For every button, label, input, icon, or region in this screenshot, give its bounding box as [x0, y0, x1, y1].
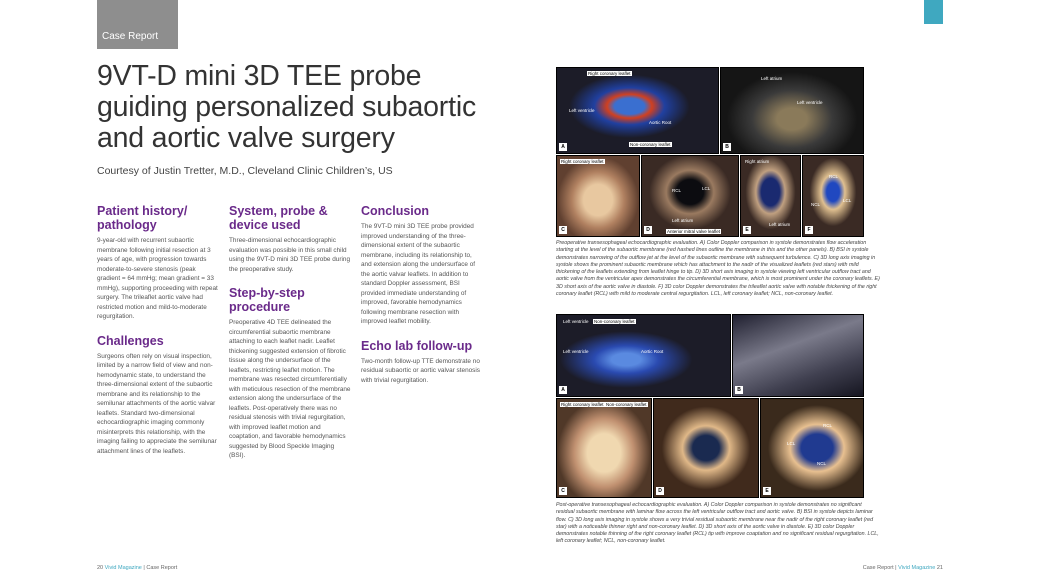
- procedure-body: Preoperative 4D TEE delineated the circumferential subaortic membrane attaching to each leaflet nadir. Leaflet thickening suggested extension of fibrotic tissue along the undersurface of the leaflets, restricting leaflet motion. The membrane was resected circumferentially with meticulous resection of the membrane extension along the undersurface of the leaflets. Post-operatively there was no residual stenosis with trivial regurgitation, with improved leaflet motion and coaptation, and favorable hemodynamics suggested by Blood Speckle Imaging (BSI).: [229, 319, 351, 459]
- right-page-number: 21: [936, 565, 943, 571]
- footer-left: [97, 565, 177, 571]
- fig2-panel-a: Left ventricle Non-coronary leaflet Left ventricle Aortic Root A: [556, 314, 731, 397]
- fig1-panel-d: RCL LCL Left atrium Anterior mitral valve leaflet D: [641, 155, 739, 237]
- fig1-panel-f: RCL NCL LCL F: [802, 155, 864, 237]
- fig1-panel-b: Left atrium Left ventricle B: [720, 67, 864, 154]
- procedure-heading: Step-by-step procedure: [229, 286, 305, 314]
- system-body: Three-dimensional echocardiographic evaluation was possible in this small child using the 9VT-D mini 3D TEE probe during the preoperative study.: [229, 237, 351, 273]
- fig1-panel-a: Right coronary leaflet Left ventricle Aortic Root Non-coronary leaflet A: [556, 67, 719, 154]
- right-separator: |: [895, 565, 897, 571]
- column-2: [229, 204, 351, 473]
- figure-1-caption: Preoperative transesophageal echocardiographic evaluation. A) Color Doppler comparison in systole demonstrates flow acceleration starting at the level of the subaortic membrane (red hashed lines outline the membrane in this and the other panels). B) BSI in systole demonstrates narrowing of the outflow jet at the level of the subaortic membrane with subsequent turbulence. C) 3D long axis imaging in systole shows the prominent subaortic membrane which has attachment to the nadir of the visualized leaflets (red stars) with mild thickening of the leaflets extending from leaflet hinge to tip. D) 3D short axis imaging in systole viewing left ventricular outflow tract and aortic valve from the ventricular apex demonstrates the circumferential membrane, which is most prominent under the coronary leaflets. E) 3D short axis of the aortic valve in diastole. F) 3D color Doppler demonstrates the trileaflet aortic valve with notable thickening of the right coronary leaflet (RCL) with mild to moderate central regurgitation. LCL, left coronary leaflet; NCL, non-coronary leaflet.: [556, 240, 880, 298]
- followup-heading: Echo lab follow-up: [361, 338, 473, 353]
- section-tag: [97, 0, 178, 49]
- left-page-number: 20: [97, 565, 104, 571]
- followup-body: Two-month follow-up TTE demonstrate no residual subaortic or aortic valvar stenosis with trivial regurgitation.: [361, 357, 480, 384]
- right-magazine-name: Vivid Magazine: [898, 565, 936, 571]
- conclusion-heading: Conclusion: [361, 204, 430, 218]
- system-heading: System, probe & device used: [229, 204, 328, 232]
- fig1-panel-c: Right coronary leaflet C: [556, 155, 640, 237]
- conclusion-body: The 9VT-D mini 3D TEE probe provided improved understanding of the three-dimensional extent of the subaortic membrane, including its relationship to, and extension along the undersurface of the aortic valvar leaflets. In addition to standard Doppler assessment, BSI provided immediate understanding of improved, favorable hemodynamics following membrane resection with improved leaflet mobility.: [361, 223, 476, 325]
- challenges-body: Surgeons often rely on visual inspection, limited by a narrow field of view and non-hemodynamic state, to understand the three-dimensional extent of the subaortic membrane and its relationship to the semilunar attachments of the aortic valvar leaflets. Standard two-dimensional echocardiographic imaging commonly misinterprets this relationship, with the imaging failing to appreciate the semilunar attachment lines of the leaflets.: [97, 352, 217, 455]
- fig1-panel-e: Right atrium Left atrium E: [740, 155, 801, 237]
- fig2-panel-e: RCL LCL NCL E: [760, 398, 864, 498]
- courtesy-line: Courtesy of Justin Tretter, M.D., Cleveland Clinic Children’s, US: [97, 165, 393, 177]
- left-magazine-name: Vivid Magazine: [104, 565, 142, 571]
- history-heading: Patient history/ pathology: [97, 204, 188, 232]
- left-separator: |: [143, 565, 145, 571]
- left-section-name: Case Report: [146, 565, 178, 571]
- fig2-panel-c: Right coronary leaflet Non-coronary leaflet C: [556, 398, 652, 498]
- column-3: [361, 204, 483, 397]
- page-marker: [924, 0, 943, 24]
- column-1: [97, 204, 219, 468]
- section-tag-label: Case Report: [102, 31, 159, 42]
- history-body: 9-year-old with recurrent subaortic membrane following initial resection at 3 years of age, with progression towards moderate-to-severe stenosis (peak gradient = 64 mmHg; mean gradient = 33 mmHg), supporting proceeding with repeat surgery. The trileaflet aortic valve had restricted motion and mild-to-moderate regurgitation.: [97, 237, 218, 320]
- challenges-heading: Challenges: [97, 333, 164, 348]
- figure-2-caption: Post-operative transesophageal echocardiographic evaluation. A) Color Doppler comparison in systole demonstrates no significant residual subaortic membrane with laminar flow across the left ventricular outflow tract and aortic valve. B) BSI in systole depicts laminar flow. C) 3D long axis imaging in systole shows a very trivial residual subaortic membrane near the nadir of the right coronary leaflet (red star) with a noticeable thinner right and non-coronary leaflet. D) 3D short axis of the aortic valve in diastole. E) 3D color Doppler demonstrates notable thinning of the right coronary leaflet (RCL) tip with improve coaptation and no significant residual regurgitation. LCL, left coronary leaflet; NCL, non-coronary leaflet.: [556, 502, 879, 545]
- article-title: 9VT-D mini 3D TEE probe guiding personalized subaortic and aortic valve surgery: [97, 60, 477, 154]
- footer-right: [863, 565, 943, 571]
- fig2-panel-d: D: [653, 398, 759, 498]
- right-section-name: Case Report: [862, 565, 894, 571]
- fig2-panel-b: B: [732, 314, 864, 397]
